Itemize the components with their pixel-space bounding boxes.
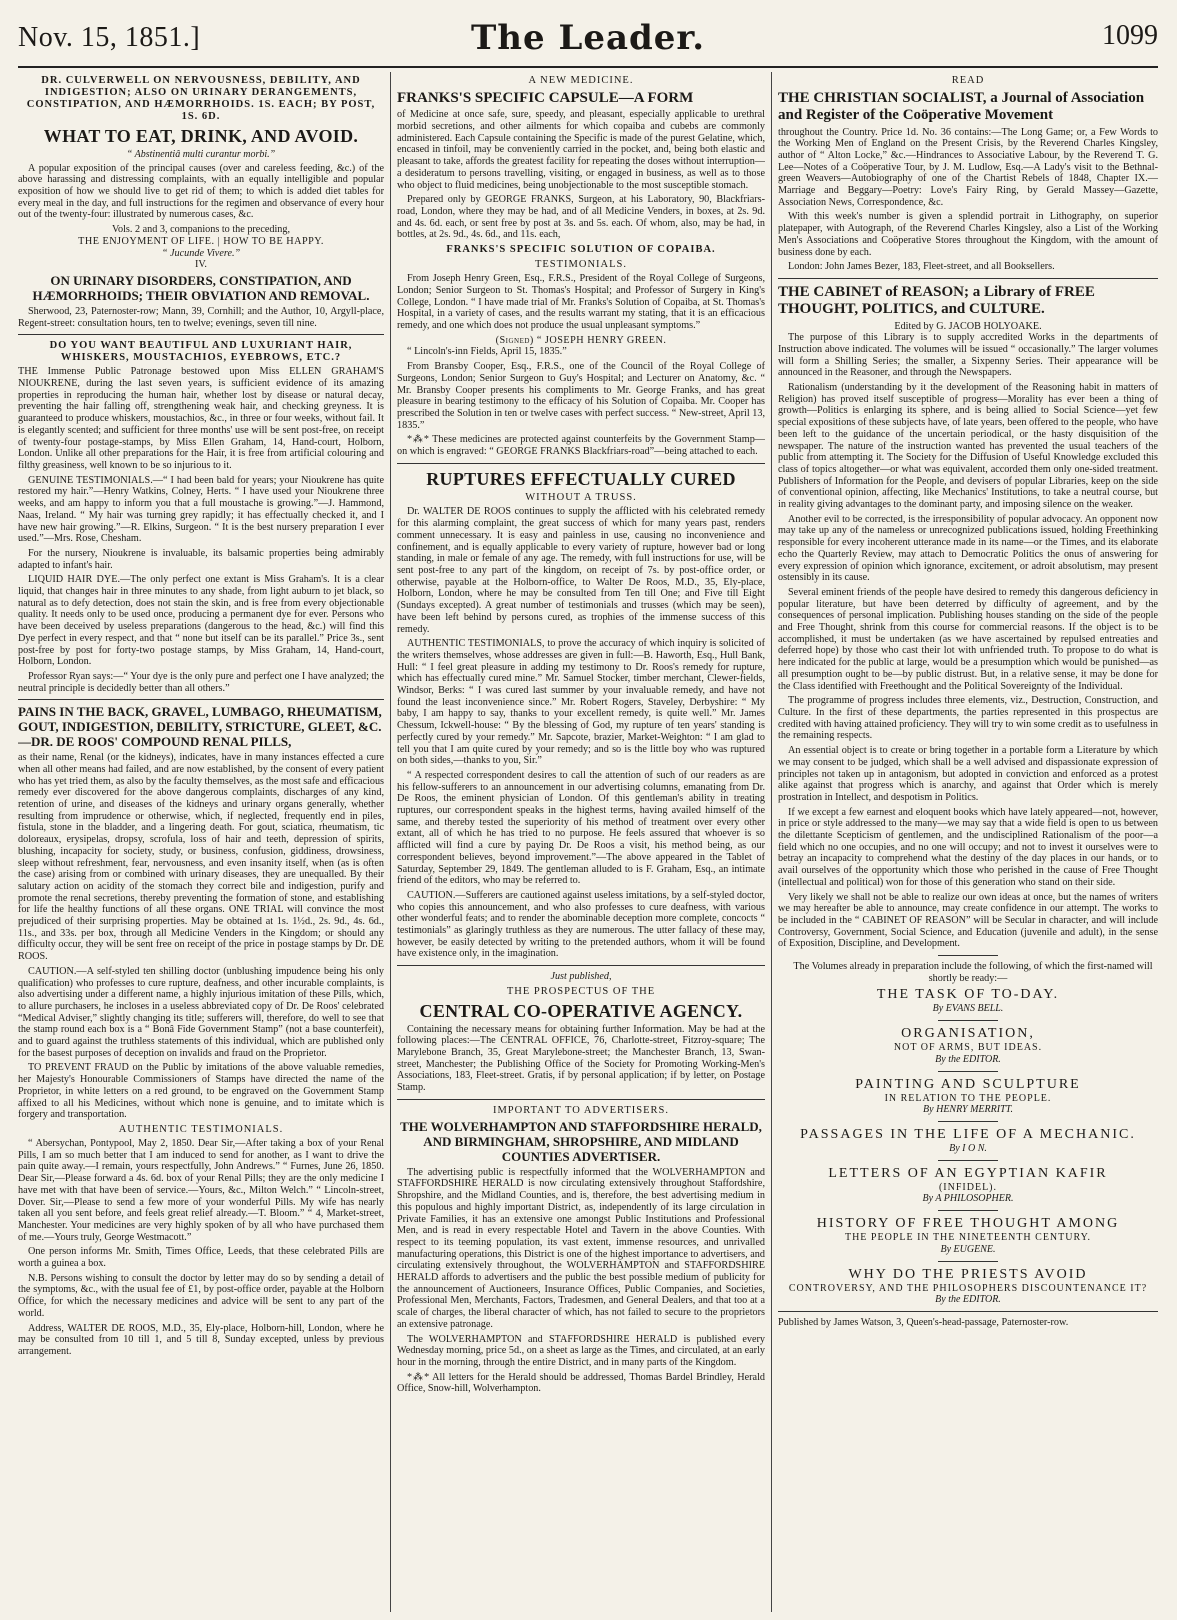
book-title: THE TASK OF TO-DAY. [876,987,1060,1003]
book-author: By I O N. [949,1142,987,1154]
wolverhampton-letters: *⁂* All letters for the Herald should be addressed, Thomas Bardel Brindley, Herald Office, Snow-hill, Wolverhampton. [397,1371,765,1395]
authentic-text: “ Abersychan, Pontypool, May 2, 1850. Dear Sir,—After taking a box of your Renal Pills, I am so much better that I am induced to send for another, as I want to drive the pain quite away.—I remain, yours respectfully, John Andrews.” “ Furnes, June 26, 1850. Dear Sir,—Please forward a 4s. 6d. box of your Renal Pills; they are the only medicine I have met with that have been of service.—Yours, &c., Milton Welch.” “ Lincoln-street, Dover. Sir,—Please to send a few more of your wonderful Pills. My wife has nearly taken all you sent before, and feels great relief already.—T. Bloom.” “ 4, Market-street, Manchester. Your medicines are very highly spoken of by all who have purchased them of me.—Yours truly, George Westmacott.” [18,1138,384,1243]
column-divider-1 [390,72,391,1612]
divider [397,1099,765,1100]
what-to-eat-heading: WHAT TO EAT, DRINK, AND AVOID. [43,126,359,147]
cabinet-paragraph-3: Another evil to be corrected, is the irresponsibility of popular advocacy. An opponent now may take up any of the nameless or unrecognized publications issued, holding Freethinking responsible for every incoherent utterance made in its name—or the Times, and its elaborate echo the Quarterly Review, may attach to Democratic Politics the onus of answering for every expression of opinion which ignorance, excitement, or adroit absolutism, may present ostensibly in its cause. [778,513,1158,584]
page-number: 1099 [1102,20,1158,51]
book-subtitle: (INFIDEL). [938,1181,998,1193]
cooper-testimonial: From Bransby Cooper, Esq., F.R.S., one of the Council of the Royal College of Surgeons, London; Senior Surgeon to Guy's Hospital; and Lecturer on Anatomy, &c. “ Mr. Bransby Cooper presents his compliments to Mr. George Franks, and has great pleasure in bearing testimony to the efficacy of his Solution of Copaiba. Mr. Cooper has prescribed the Solution in ten or twelve cases with perfect success. “ New-street, April 13, 1835.” [397,361,765,431]
christian-socialist-heading: THE CHRISTIAN SOCIALIST, a Journal of Association and Register of the Coöperative Movement [778,90,1145,124]
book-author: By HENRY MERRITT. [923,1104,1013,1116]
cabinet-heading: THE CABINET of REASON; a Library of FREE THOUGHT, POLITICS, and CULTURE. [778,284,1095,318]
column-middle [397,72,765,1612]
urinary-heading: ON URINARY DISORDERS, CONSTIPATION, AND HÆMORRHOIDS; THEIR OBVIATION AND REMOVAL. [32,272,370,303]
prevent-fraud-text: TO PREVENT FRAUD on the Public by imitations of the above valuable remedies, her Majesty's Honourable Commissioners of Stamps have directed the name of the Proprietor, in white letters on a red ground, to be engraved on the Government Stamp affixed to all his Medicines, without which none is genuine, and to imitate which is forgery and transportation. [18,1062,384,1121]
book-subtitle: THE PEOPLE IN THE NINETEENTH CENTURY. [844,1232,1092,1244]
book-entry [778,1026,1158,1065]
christian-socialist-portrait: With this week's number is given a splendid portrait in Lithography, on superior platepaper, with Autograph, of the Reverend Charles Kingsley, also a List of the Working Men's Associations and Coöperative Stores throughout the Kingdom, with the amount of business done by each. [778,211,1158,258]
wolverhampton-published: The WOLVERHAMPTON and STAFFORDSHIRE HERALD is published every Wednesday morning, price 5d., on a sheet as large as the Times, and circulated, at an early hour in the morning, through the entire District, and in many parts of the Kingdom. [397,1333,765,1368]
cabinet-paragraph-2: Rationalism (understanding by it the development of the Reasoning habit in matters of Religion) has proved itself susceptible of progress—Morality has ever been a thing of growth—Politics is enlarging its sphere, and is being allied to Social Science—yet few special expositions of these subjects have, of late years, been offered to the people, who have been left to the guidance of the uncertain periodical, or the hasty disquisition of the newspaper. The nature of the instruction wanted has prevented the usual teachers of the public from attempting it. The Society for the Diffusion of Useful Knowledge excluded this class of topics altogether—or what was equivalent, accorded them only one-sided treatment. Publishers of Information for the People, and devisers of popular Libraries, keep on the side of conventional opinion, affecting, like Mechanics' Institutions, to take a neutral course, but in reality giving advantages to the dominant party, and imposing silence on the weaker. [778,382,1158,511]
book-entry [778,987,1158,1015]
published-by: Published by James Watson, 3, Queen's-head-passage, Paternoster-row. [778,1316,1069,1328]
enjoyment-line: THE ENJOYMENT OF LIFE. | HOW TO BE HAPPY. [78,235,324,247]
cabinet-editor: Edited by G. JACOB HOLYOAKE. [894,320,1042,332]
hair-heading: DO YOU WANT BEAUTIFUL AND LUXURIANT HAIR, WHISKERS, MOUSTACHIOS, EYEBROWS, ETC.? [49,340,353,364]
book-entry [778,1077,1158,1116]
caution-text: CAUTION.—A self-styled ten shilling doctor (unblushing impudence being his only qualification) who professes to cure rupture, deafness, and other incurable complaints, is also advertising under a different name, a highly injurious imitation of these Pills, which, to allure purchasers, he incloses in a useless abbreviated copy of Dr. De Roos' celebrated “Medical Adviser,” slightly changing its title; sufferers will, therefore, do well to see that the stamp round each box is a “ Bonâ Fide Government Stamp” (not a base counterfeit), and to guard against the truthless statements of this individual, which are published only for the basest purposes of deception on invalids and fraud on the Proprietor. [18,965,384,1059]
pains-heading: PAINS IN THE BACK, GRAVEL, LUMBAGO, RHEUMATISM, GOUT, INDIGESTION, DEBILITY, STRICTURE, GLEET, &C.—DR. DE ROOS' COMPOUND RENAL PILLS, [18,704,382,750]
divider [397,463,765,464]
pains-body: as their name, Renal (or the kidneys), indicates, have in many instances effected a cure when all other means had failed, and are now established, by the consent of every patient who has yet tried them, as also by the faculty themselves, as the most safe and efficacious remedy ever discovered for the above dangerous complaints, discharges of any kind, retention of urine, and diseases of the kidneys and urinary organs generally, whether resulting from imprudence or otherwise, which, if neglected, frequently end in piles, fistula, stone in the bladder, and a lingering death. For gout, sciatica, rheumatism, tic doloreaux, erysipelas, dropsy, scrofula, loss of hair and teeth, depression of spirits, blushing, incapacity for society, study, or business, confusion, giddiness, drowsiness, sleep without refreshment, fear, nervousness, and even insanity itself, when (as is often the case) arising from or combined with urinary diseases, they are unequalled. By their salutary action on acidity of the stomach they correct bile and indigestion, purify and promote the renal secretions, thereby preventing the formation of stone, and establishing for life the healthy functions of all these organs. ONE TRIAL will convince the most prejudiced of their surprising properties. May be obtained at 1s. 1½d., 2s. 9d., 4s. 6d., 11s., and 33s. per box, through all Medicine Venders in the Kingdom; or should any difficulty occur, they will be sent free on receipt of the price in postage stamps by Dr. DE ROOS. [18,752,384,963]
central-agency-heading: CENTRAL CO-OPERATIVE AGENCY. [419,1000,743,1021]
hair-body: THE Immense Public Patronage bestowed upon Miss ELLEN GRAHAM'S NIOUKRENE, during the last seven years, is sufficient evidence of its amazing properties in reproducing the human hair, whether lost by disease or natural decay, preventing the hair falling off, strengthening weak hair, and checking greyness. It is guaranteed to produce whiskers, moustachios, &c., in three or four weeks, without fail. It is elegantly scented; and sufficient for three months' use will be sent post-free, on receipt of twenty-four postage-stamps, by Miss Ellen Graham, 14, Hand-court, Holborn, London. Unlike all other preparations for the Hair, it is free from artificial colouring and filthy greasiness, well known to be so injurious to it. [18,366,384,471]
book-title: HISTORY OF FREE THOUGHT AMONG [816,1216,1120,1232]
divider [938,1160,998,1161]
what-to-eat-body: A popular exposition of the principal causes (over and careless feeding, &c.) of the above harassing and distressing complaints, with an equally intelligible and popular exposition of how we should live to get rid of them; to which is added diet tables for every meal in the day, and full instructions for the regimen and observance of every hour out of the twenty-four: illustrated by numerous cases, &c. [18,162,384,221]
what-to-eat-motto: “ Abstinentiâ multi curantur morbi.” [126,148,276,160]
masthead [18,14,1158,74]
one-person-text: One person informs Mr. Smith, Times Office, Leeds, that these celebrated Pills are worth a guinea a box. [18,1246,384,1270]
new-medicine-label: A NEW MEDICINE. [528,75,634,86]
book-entry [778,1267,1158,1306]
book-title: LETTERS OF AN EGYPTIAN KAFIR [828,1165,1108,1181]
divider [18,699,384,700]
roman-numeral-iv: IV. [195,259,207,271]
green-signature: (Signed) “ JOSEPH HENRY GREEN. [495,334,667,346]
jucunde-motto: “ Jucunde Vivere.” [161,247,241,259]
cabinet-paragraph-8: Very likely we shall not be able to realize our own ideas at once, but the names of writers we may hereafter be able to announce, may create confidence in our attempt. The works to be included in the “ CABINET OF REASON” will be Secular in character, and will include Controversy, Government, Social Science, and Education (juvenile and adult), in the sense of Exposition, Discipline, and Development. [778,891,1158,950]
book-title: ORGANISATION, [901,1026,1035,1042]
cabinet-paragraph-1: The purpose of this Library is to supply accredited Works in the departments of Instruction above indicated. The volumes will be issued “ occasionally.” The larger volumes will form a Shilling Series; the smaller, a Sixpenny Series. Their appearance will be announced in the Reasoner, and through the Newspapers. [778,332,1158,379]
franks-body: of Medicine at once safe, sure, speedy, and pleasant, especially applicable to urethral morbid secretions, and other ailments for which copaiba and cubebs are commonly administered. Each Capsule containing the Specific is made of the purest Gelatine, which, encased in tinfoil, may be conveniently carried in the pocket, and, being both elastic and pleasant to take, affords the greatest facility for repeating the doses without interruption—a desideratum to persons travelling, visiting, or engaged in business, as well as to those who object to fluid medicines, being unobjectionable to the most susceptible stomach. [397,109,765,191]
book-list [778,987,1158,1305]
issue-date: Nov. 15, 1851.] [18,22,201,53]
book-author: By A PHILOSOPHER. [922,1193,1014,1205]
sherwood-text: Sherwood, 23, Paternoster-row; Mann, 39, Cornhill; and the Author, 10, Argyll-place, Regent-street: consultation hours, ten to twelve; evenings, seven till nine. [18,305,384,329]
book-entry [778,1216,1158,1255]
green-date: “ Lincoln's-inn Fields, April 15, 1835.” [407,346,567,358]
read-label: READ [951,75,985,86]
vols-note: Vols. 2 and 3, companions to the preceding, [111,224,291,236]
divider [938,955,998,956]
nursery-text: For the nursery, Nioukrene is invaluable, its balsamic properties being admirably adapted to infant's hair. [18,547,384,571]
ruptures-body: Dr. WALTER DE ROOS continues to supply the afflicted with his celebrated remedy for this alarming complaint, the great success of which for many years past, renders comment unnecessary. It is easy and painless in use, causing no inconvenience and confinement, and is equally applicable to every variety of rupture, however bad or long standing, in male or female of any age. The remedy, with full instructions for use, will be sent post-free to any part of the kingdom, on receipt of 7s. by post-office order, or otherwise, payable at the Holborn-office, to Walter De Roos, M.D., 35, Ely-place, Holborn, London, where he may be consulted from Ten till One; and Five till Eight (Sundays excepted). A great number of testimonials and trusses (which may be seen), have been left behind by persons cured, as trophies of the immense success of this remedy. [397,506,765,635]
book-subtitle: NOT OF ARMS, BUT IDEAS. [893,1042,1043,1054]
ruptures-caution: CAUTION.—Sufferers are cautioned against useless imitations, by a self-styled doctor, who copies this announcement, and who also professes to cure deafness, with various other wonderful feats; and to render the abominable deception more complete, concocts “ testimonials” as glaringly truthless as they are numerous. The utter fallacy of these may, however, be easily detected by writing to the pretended authors, whom it will be found have existence only, in the imagination. [397,889,765,960]
christian-socialist-london: London: John James Bezer, 183, Fleet-street, and all Booksellers. [788,261,1055,273]
column-right [778,72,1158,1612]
genuine-testimonials: GENUINE TESTIMONIALS.—“ I had been bald for years; your Nioukrene has quite restored my hair.”—Henry Watkins, Colney, Herts. “ I have used your Nioukrene three weeks, and am happy to inform you that a full moustache is growing.”—J. Hammond, Naas, Ireland. “ My hair was turning grey rapidly; it has effectually checked it, and I have new hair growing.”—R. Elkins, Surgeon. “ It is the best nursery preparation I ever used.”—Mrs. Rose, Chesham. [18,474,384,545]
nb-text: N.B. Persons wishing to consult the doctor by letter may do so by sending a detail of the symptoms, &c., with the usual fee of £1, by post-office order, payable at the Holborn Office, for which the necessary medicines and advice will be sent to any part of the world. [18,1272,384,1319]
volumes-intro: The Volumes already in preparation include the following, of which the first-named will shortly be ready:— [793,961,1153,984]
important-label: IMPORTANT TO ADVERTISERS. [492,1104,670,1116]
liquid-dye-text: LIQUID HAIR DYE.—The only perfect one extant is Miss Graham's. It is a clear liquid, that changes hair in three minutes to any shade, from light auburn to jet black, so natural as to defy detection, does not stain the skin, and is free from every objectionable quality. It needs only to be used once, producing a permanent dye for ever. Persons who have been deceived by useless preparations (dangerous to the head, &c.) will find this Dye perfect in every respect, and that “ none but itself can be its parallel.” Price 3s., sent post-free by post for forty-two postage stamps, by Miss Graham, 14, Hand-court, Holborn, London. [18,574,384,668]
book-author: By the EDITOR. [935,1053,1001,1065]
newspaper-title: The Leader. [470,18,706,58]
divider [397,965,765,966]
franks-prepared: Prepared only by GEORGE FRANKS, Surgeon, at his Laboratory, 90, Blackfriars-road, London, where they may be had, and of all Medicine Venders, in boxes, at 2s. 9d. and 4s. 6d. each, or sent free by post at 3s. and 5s. each. Of whom, also, may be had, in bottles, at 2s. 9d., 4s. 6d., and 11s. each, [397,194,765,241]
christian-socialist-body: throughout the Country. Price 1d. No. 36 contains:—The Long Game; or, a Few Words to the Working Men of England on the Present Crisis, by the Reverend Charles Kingsley, author of “ Alton Locke,” &c.—Hindrances to Associative Labour, by the Reverend T. G. Lee—Notes of a Coöperative Tour, by J. M. Ludlow, Esq.—A Lady's visit to the Bethnal-green Weavers—Autobiography of one of the Chartist Rebels of 1848, Chapter IX.—Marriage and Beggary—Poetry: Love's Fairy Ring, by Gerald Massey—Gazette, Association News, Correspondence, &c. [778,126,1158,208]
ruptures-subheading: WITHOUT A TRUSS. [525,492,637,504]
cabinet-paragraph-6: An essential object is to create or bring together in a portable form a Literature by which we may consent to be judged, which shall be a well advised and dispassionate expression of principles not taken up in antagonism, but adopted in conviction and enforced as a protest alike against that progress which is anarchy, and against that Order which is merely prostration in Intellect, and despotism in Politics. [778,745,1158,803]
masthead-rule [18,66,1158,68]
divider [938,1210,998,1211]
authentic-heading: AUTHENTIC TESTIMONIALS. [118,1123,284,1135]
book-author: By the EDITOR. [935,1294,1001,1306]
ruptures-heading: RUPTURES EFFECTUALLY CURED [426,468,736,489]
ruptures-respected: “ A respected correspondent desires to call the attention of such of our readers as are his fellow-sufferers to an announcement in our advertising columns, emanating from Dr. De Roos, the eminent physician of London. Of this gentleman's ability in treating ruptures, our correspondent speaks in the highest terms, having availed himself of the same, and thereby tested the superiority of his method of treatment over every other extant, all of which he has tried to no purpose. He feels assured that whoever is so afflicted will find a cure by paying Dr. De Roos a visit, his method being, as our correspondent believes, beyond improvement.”—The above appeared in the Tablet of Saturday, September 29, 1849. The gentleman alluded to is F. Graham, Esq., an intimate friend of the editors, who may be referred to. [397,769,765,887]
book-entry [778,1166,1158,1205]
divider [938,1020,998,1021]
book-subtitle: CONTROVERSY, AND THE PHILOSOPHERS DISCOUNTENANCE IT? [788,1282,1148,1294]
just-published: Just published, [550,971,612,983]
wolverhampton-heading: THE WOLVERHAMPTON AND STAFFORDSHIRE HERALD, AND BIRMINGHAM, SHROPSHIRE, AND MIDLAND COUNTIES ADVERTISER. [400,1118,762,1164]
cabinet-paragraph-5: The programme of progress includes three elements, viz., Destruction, Construction, and Culture. In the first of these departments, the parties represented in this prospectus are credited with having attained proficiency. They will try to win some credit as to usefulness in the remaining respects. [778,695,1158,742]
divider [778,1311,1158,1312]
book-title: PASSAGES IN THE LIFE OF A MECHANIC. [800,1126,1136,1142]
franks-heading: FRANKS'S SPECIFIC CAPSULE—A FORM [397,90,694,107]
franks-note: *⁂* These medicines are protected against counterfeits by the Government Stamp—on which is engraved: “ GEORGE FRANKS Blackfriars-road”—being attached to each. [397,434,765,458]
divider [938,1071,998,1072]
ruptures-testimonials: AUTHENTIC TESTIMONIALS, to prove the accuracy of which inquiry is solicited of the writers themselves, whose addresses are given in full:—B. Haworth, Esq., Hull Bank, Hull: “ I feel great pleasure in adding my testimony to Dr. Roos's remedy for rupture, which has effectually cured mine.” Mr. Samuel Stocker, timber merchant, Clewer-fields, Windsor, Berks: “ I was cured last summer by your invaluable remedy, and have not found the least inconvenience since.” Mr. Robert Rogers, Staveley, Derbyshire: “ My baby, I am happy to say, thanks to your excellent remedy, is quite well.” Mr. James Chessum, Ickwell-house: “ By the blessing of God, my rupture of ten years' standing is perfectly cured by your remedy.” Mr. Sapcote, brazier, Market-Weighton: “ I am glad to tell you that I am quite cured by your remedy; and so is the little boy who was ruptured on both sides,—thanks to you, Sir.” [397,638,765,767]
divider [778,278,1158,279]
column-divider-2 [771,72,772,1612]
ryan-text: Professor Ryan says:—“ Your dye is the only pure and perfect one I have analyzed; the neutral principle is decidedly better than all others.” [18,670,384,694]
book-title: WHY DO THE PRIESTS AVOID [848,1266,1088,1282]
culverwell-heading: DR. CULVERWELL ON NERVOUSNESS, DEBILITY, AND INDIGESTION; ALSO ON URINARY DERANGEMENTS, CONSTIPATION, AND HÆMORRHOIDS. 1S. EACH; BY POST, 1S. 6D. [26,75,376,123]
book-entry [778,1127,1158,1155]
divider [18,334,384,335]
wolverhampton-body: The advertising public is respectfully informed that the WOLVERHAMPTON and STAFFORDSHIRE HERALD is now circulating extensively throughout Staffordshire, Shropshire, and the Midland Counties, and is, therefore, the best advertising medium in this populous and highly important District, as, independently of its large circulation in Private Families, it has an extensive one amongst Public Institutions and Professional Men, and is read in every respectable Hotel and Tavern in the above Counties. With respect to its teeming population, its vast extent, immense resources, and unrivalled manufacturing operations, this District is one of the highest importance to advertisers, and circulating extensively throughout, the WOLVERHAMPTON and STAFFORDSHIRE HERALD affords to advertisers and the public the best possible medium of publicity for the announcement of Auctioneers, Insurance Offices, Public Companies, and Societies, Professional Men, Merchants, Factors, Tradesmen, and General Dealers, and that too at a scale of charges, the liberal character of which, has not failed to secure to the proprietors an extensive patronage. [397,1166,765,1330]
central-agency-body: Containing the necessary means for obtaining further Information. May be had at the following places:—The CENTRAL OFFICE, 76, Charlotte-street, Fitzroy-square; The Marylebone Branch, 35, Great Marylebone-street; the Manchester Branch, 13, Swan-street, Manchester; the Publishing Office of the Society for Promoting Working-Men's Associations, 183, Fleet-street. Gratis, if by personal application; if by letter, on Postage Stamp. [397,1023,765,1094]
green-testimonial: From Joseph Henry Green, Esq., F.R.S., President of the Royal College of Surgeons, London; Senior Surgeon to St. Thomas's Hospital; and Professor of Surgery in King's College, London. “ I have made trial of Mr. Franks's Solution of Copaiba, at St. Thomas's Hospital, in a variety of cases, and the results warrant my stating, that it is an efficacious remedy, and one which does not produce the usual unpleasant symptoms.” [397,273,765,331]
address-text: Address, WALTER DE ROOS, M.D., 35, Ely-place, Holborn-hill, London, where he may be consulted from 10 till 1, and 5 till 8, Sunday excepted, unless by previous arrangement. [18,1322,384,1357]
book-title: PAINTING AND SCULPTURE [855,1076,1081,1092]
franks-solution: FRANKS'S SPECIFIC SOLUTION OF COPAIBA. [446,244,716,256]
book-author: By EVANS BELL. [932,1003,1004,1015]
divider [938,1261,998,1262]
cabinet-paragraph-4: Several eminent friends of the people have desired to remedy this dangerous deficiency in popular literature, but have been deterred by difficulty of agreement, and by the consequences of personal implication. Publishing houses standing on the side of the people and Free Thought, shrink from this course for commercial reasons. If the object is to be accomplished, it must be undertaken (as we have ascertained by repulsed entreaties and deferred hope) by those who cast their lot with unfriended truth. To propose to do what is here indicated for the public at large, would be a presumption which would be punished—as all presumption ought to be—by public distrust. But, in a relative sense, it may be done for the Class identified with Freethought and the Political Sovereignty of the Individual. [778,586,1158,692]
testimonials-heading: TESTIMONIALS. [534,259,628,271]
cabinet-paragraph-7: If we except a few earnest and eloquent books which have lately appeared—not, however, in price or style addressed to the many—we may say that a wide field is open to us between the dilettante Scepticism of gentlemen, and the undisciplined Rationalism of the poor—a field which no one occupies, and no one will occupy; and not to invest it ourselves were to betray an incapacity to comprehend what the destiny of the day places in our hands, or to avail ourselves of the opportunity which those who perished in the cause of Free Thought (intellectual and political) won for those of this generation who stand on their side. [778,806,1158,888]
divider [938,1121,998,1122]
book-subtitle: IN RELATION TO THE PEOPLE. [884,1092,1052,1104]
column-left [18,72,384,1612]
book-author: By EUGENE. [940,1243,996,1255]
prospectus-label: THE PROSPECTUS OF THE [506,985,656,997]
